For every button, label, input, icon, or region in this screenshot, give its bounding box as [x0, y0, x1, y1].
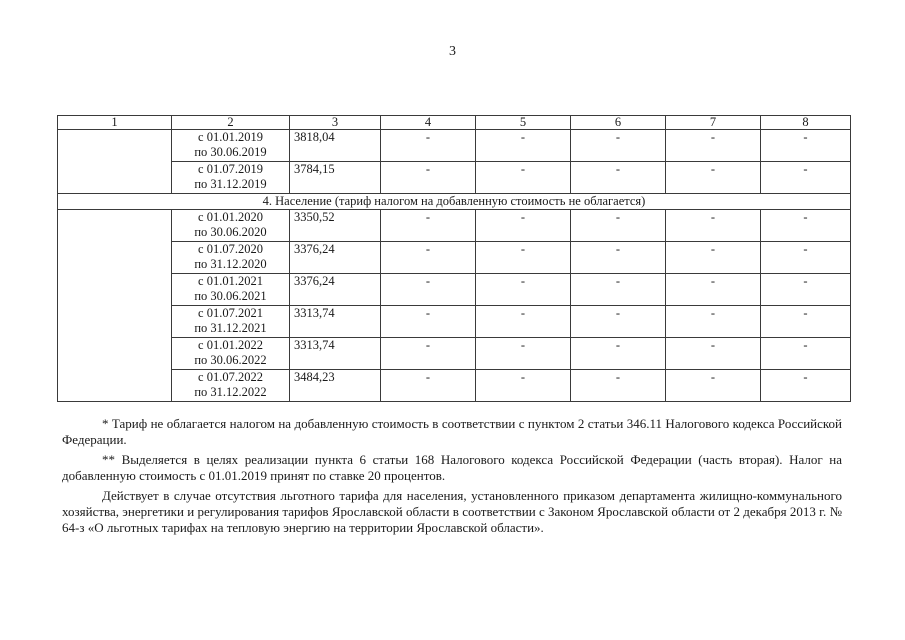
- footnote-vat-exempt: * Тариф не облагается налогом на добавленную стоимость в соответствии с пунктом 2 статьи 346.11 Налогового кодекса Российской Федерации.: [62, 416, 842, 447]
- empty-cell: -: [761, 338, 851, 370]
- empty-cell: -: [571, 306, 666, 338]
- period-cell: с 01.07.2020 по 31.12.2020: [172, 242, 290, 274]
- table-row: [58, 338, 851, 370]
- period-cell: с 01.07.2022 по 31.12.2022: [172, 370, 290, 402]
- column-number: 6: [571, 116, 666, 130]
- empty-cell: -: [571, 274, 666, 306]
- empty-cell: -: [381, 370, 476, 402]
- period-cell: с 01.01.2022 по 30.06.2022: [172, 338, 290, 370]
- empty-cell: -: [571, 130, 666, 162]
- column-number: 5: [476, 116, 571, 130]
- column-number: 2: [172, 116, 290, 130]
- footnote-vat-allocated: ** Выделяется в целях реализации пункта 6 статьи 168 Налогового кодекса Российской Федерации (часть вторая). Налог на добавленную стоимость с 01.01.2019 принят по ставке 20 процентов.: [62, 452, 842, 483]
- empty-cell: -: [666, 370, 761, 402]
- period-cell: с 01.01.2020 по 30.06.2020: [172, 210, 290, 242]
- empty-cell: -: [381, 306, 476, 338]
- empty-cell: -: [381, 242, 476, 274]
- tariff-value: 3350,52: [290, 210, 381, 242]
- empty-cell: -: [476, 130, 571, 162]
- empty-cell: -: [381, 162, 476, 194]
- empty-cell: -: [381, 274, 476, 306]
- empty-cell: -: [381, 130, 476, 162]
- tariff-value: 3313,74: [290, 338, 381, 370]
- empty-cell: -: [381, 338, 476, 370]
- empty-cell: -: [666, 210, 761, 242]
- table-row: [58, 242, 851, 274]
- section-row: [58, 194, 851, 210]
- empty-cell: -: [476, 162, 571, 194]
- empty-cell: -: [476, 370, 571, 402]
- empty-cell: -: [666, 162, 761, 194]
- empty-cell: -: [761, 130, 851, 162]
- tariff-value: 3484,23: [290, 370, 381, 402]
- column-number: 7: [666, 116, 761, 130]
- empty-cell: -: [571, 242, 666, 274]
- empty-cell: -: [476, 338, 571, 370]
- empty-cell: -: [476, 210, 571, 242]
- empty-cell: -: [761, 210, 851, 242]
- section-title: 4. Население (тариф налогом на добавленную стоимость не облагается): [58, 194, 851, 210]
- empty-cell: -: [666, 306, 761, 338]
- group-cell-empty: [58, 130, 172, 194]
- empty-cell: -: [476, 306, 571, 338]
- tariff-table: [57, 115, 851, 402]
- empty-cell: -: [476, 274, 571, 306]
- column-number-row: [58, 116, 851, 130]
- empty-cell: -: [571, 370, 666, 402]
- period-cell: с 01.01.2019 по 30.06.2019: [172, 130, 290, 162]
- empty-cell: -: [761, 370, 851, 402]
- table-row: [58, 274, 851, 306]
- empty-cell: -: [571, 210, 666, 242]
- empty-cell: -: [761, 242, 851, 274]
- tariff-value: 3376,24: [290, 274, 381, 306]
- period-cell: с 01.07.2019 по 31.12.2019: [172, 162, 290, 194]
- note-preferential-tariff: Действует в случае отсутствия льготного тарифа для населения, установленного приказом департамента жилищно-коммунального хозяйства, энергетики и регулирования тарифов Ярославской области в соответствии с Законом Ярославской области от 2 декабря 2013 г. № 64-з «О льготных тарифах на тепловую энергию на территории Ярославской области».: [62, 488, 842, 535]
- empty-cell: -: [666, 338, 761, 370]
- empty-cell: -: [571, 162, 666, 194]
- empty-cell: -: [381, 210, 476, 242]
- column-number: 1: [58, 116, 172, 130]
- page-number: 3: [449, 44, 456, 59]
- empty-cell: -: [761, 306, 851, 338]
- footnotes: [62, 416, 842, 536]
- period-cell: с 01.07.2021 по 31.12.2021: [172, 306, 290, 338]
- group-cell-empty: [58, 210, 172, 402]
- table-row: [58, 162, 851, 194]
- tariff-value: 3313,74: [290, 306, 381, 338]
- column-number: 3: [290, 116, 381, 130]
- column-number: 8: [761, 116, 851, 130]
- period-cell: с 01.01.2021 по 30.06.2021: [172, 274, 290, 306]
- empty-cell: -: [761, 274, 851, 306]
- empty-cell: -: [666, 130, 761, 162]
- tariff-value: 3818,04: [290, 130, 381, 162]
- table-row: [58, 306, 851, 338]
- tariff-value: 3376,24: [290, 242, 381, 274]
- empty-cell: -: [571, 338, 666, 370]
- column-number: 4: [381, 116, 476, 130]
- table-row: [58, 370, 851, 402]
- empty-cell: -: [476, 242, 571, 274]
- empty-cell: -: [666, 274, 761, 306]
- tariff-value: 3784,15: [290, 162, 381, 194]
- empty-cell: -: [761, 162, 851, 194]
- table-row: [58, 130, 851, 162]
- table-row: [58, 210, 851, 242]
- empty-cell: -: [666, 242, 761, 274]
